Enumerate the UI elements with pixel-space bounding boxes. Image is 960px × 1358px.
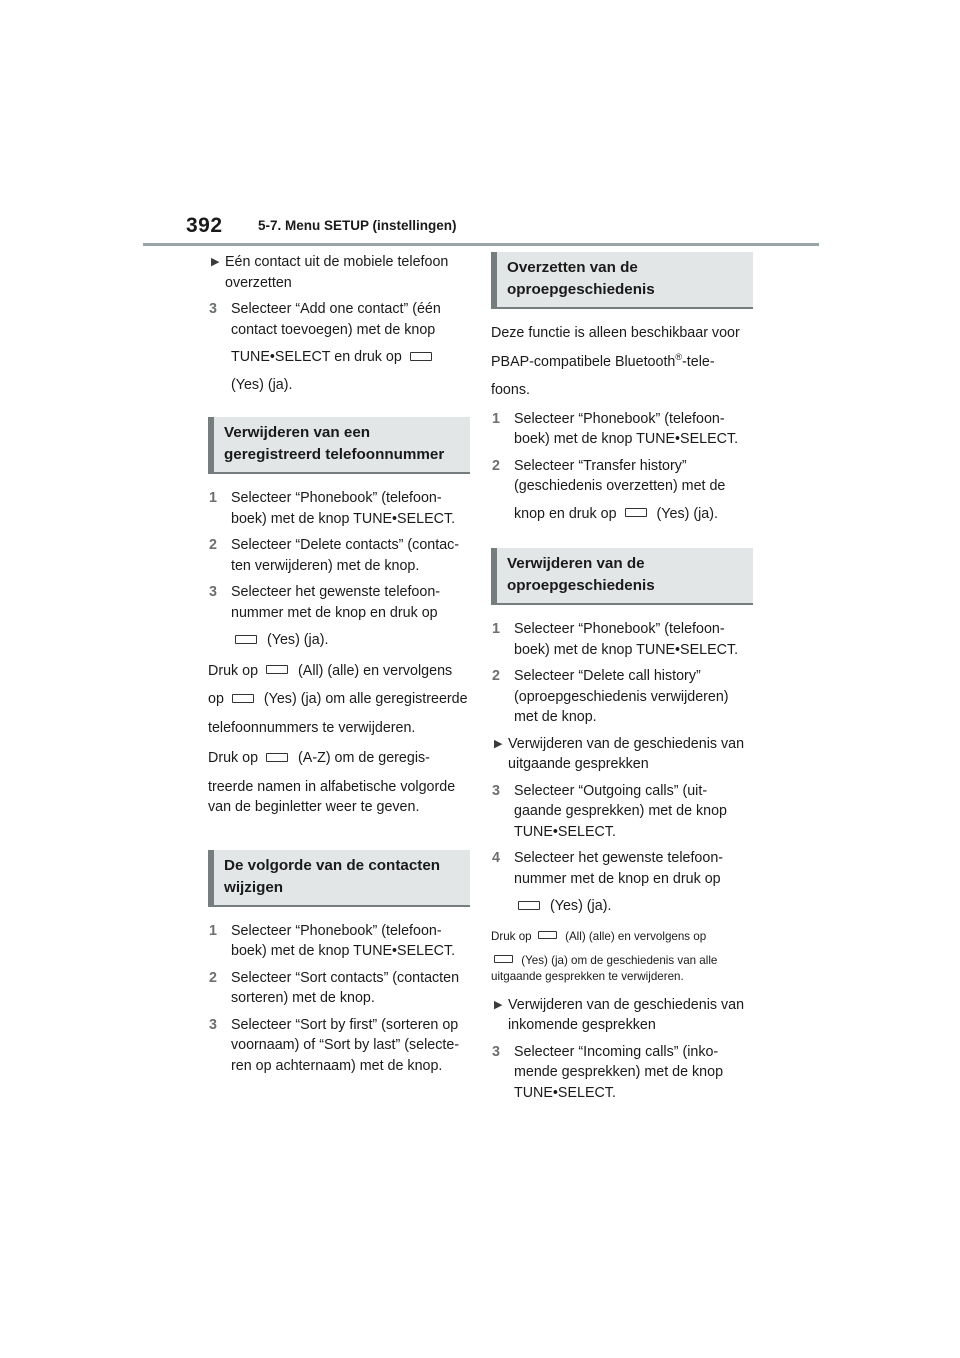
intro-text xyxy=(491,323,753,401)
step-1 xyxy=(491,409,753,450)
registered-mark: ® xyxy=(675,351,683,362)
step-3-incoming xyxy=(491,1042,753,1104)
intro-line: Deze functie is alleen beschikbaar voor xyxy=(491,325,740,341)
step-2 xyxy=(208,968,470,1009)
note-text: Druk op xyxy=(208,662,259,679)
step-number: 2 xyxy=(492,457,500,474)
button-rectangle-icon xyxy=(410,352,432,361)
step-1 xyxy=(208,488,470,529)
step-1 xyxy=(491,619,753,660)
button-rectangle-icon xyxy=(235,635,257,644)
step-text: Selecteer “Outgoing calls” (uit-gaande gesprekken) met de knop TUNE•SELECT. xyxy=(514,782,728,840)
note-delete-all-outgoing xyxy=(491,929,753,985)
step-text: Selecteer “Sort contacts” (contacten sorteren) met de knop. xyxy=(231,969,460,1006)
page-header xyxy=(0,0,960,250)
button-rectangle-icon xyxy=(232,694,254,703)
step-text: (Yes) (ja). xyxy=(549,898,612,914)
note-text: Druk op xyxy=(208,750,259,766)
step-number: 4 xyxy=(492,850,500,866)
step-4 xyxy=(491,848,753,917)
bullet-transfer-one-contact xyxy=(208,252,470,293)
step-number: 2 xyxy=(492,668,500,684)
intro-line: foons. xyxy=(491,382,530,398)
step-2 xyxy=(208,535,470,576)
step-number: 1 xyxy=(492,410,500,427)
step-text: Selecteer “Incoming calls” (inko-mende gesprekken) met de knop TUNE•SELECT. xyxy=(514,1043,724,1101)
right-column xyxy=(491,252,753,1109)
step-text: (Yes) (ja). xyxy=(231,376,293,393)
page-number: 392 xyxy=(186,214,223,237)
triangle-right-icon: ▶ xyxy=(494,998,503,1011)
step-number: 3 xyxy=(209,301,217,317)
note-text: treerde namen in alfabetische volgorde van de beginletter weer te geven. xyxy=(208,778,456,815)
note-sort-az xyxy=(208,748,470,818)
bullet-text: overzetten xyxy=(225,274,292,291)
step-3-add-one-contact xyxy=(208,299,470,395)
step-text: Selecteer “Add one contact” (één contact toevoegen) met de knop xyxy=(231,301,441,338)
step-text: Selecteer “Transfer history” (geschiedenis overzetten) met de xyxy=(514,457,726,494)
bullet-text: Eén contact uit de mobiele telefoon xyxy=(225,254,449,270)
step-number: 1 xyxy=(209,490,217,506)
triangle-right-icon: ▶ xyxy=(211,256,220,268)
step-number: 1 xyxy=(492,621,500,637)
section-title-transfer-history: Overzetten van de oproepgeschiedenis xyxy=(491,252,753,309)
step-text: Selecteer “Sort by first” (sorteren op voornaam) of “Sort by last” (selecte-ren op achternaam) met de knop. xyxy=(231,1016,460,1074)
step-number: 2 xyxy=(209,537,217,553)
step-number: 3 xyxy=(492,782,500,799)
note-text: op xyxy=(208,691,224,707)
bullet-outgoing xyxy=(491,734,753,775)
step-3 xyxy=(208,1015,470,1077)
step-text: Selecteer “Phonebook” (telefoon-boek) met de knop TUNE•SELECT. xyxy=(231,922,456,959)
step-text: Selecteer het gewenste telefoon-nummer met de knop en druk op xyxy=(231,584,441,621)
note-text: (All) (alle) en vervolgens op xyxy=(565,929,707,943)
step-2 xyxy=(491,666,753,728)
section-title-delete-history: Verwijderen van de oproepgeschiedenis xyxy=(491,548,753,605)
button-rectangle-icon xyxy=(538,931,557,939)
step-text: Selecteer het gewenste telefoon-nummer met de knop en druk op xyxy=(514,850,724,887)
button-rectangle-icon xyxy=(518,901,540,910)
chapter-title: 5-7. Menu SETUP (instellingen) xyxy=(258,218,457,233)
section-title-sort-contacts: De volgorde van de contacten wijzigen xyxy=(208,850,470,907)
step-number: 3 xyxy=(209,584,217,600)
left-column xyxy=(208,252,470,1082)
step-text: TUNE•SELECT en druk op xyxy=(231,349,402,365)
bullet-incoming xyxy=(491,995,753,1036)
note-text: (Yes) (ja) om de geschiedenis van alle uitgaande gesprekken te verwijderen. xyxy=(491,953,718,983)
button-rectangle-icon xyxy=(494,955,513,963)
step-3-outgoing xyxy=(491,781,753,843)
step-text: Selecteer “Phonebook” (telefoon-boek) met de knop TUNE•SELECT. xyxy=(514,621,739,658)
step-2 xyxy=(491,456,753,525)
step-text: (Yes) (ja). xyxy=(656,505,718,522)
step-text: Selecteer “Phonebook” (telefoon-boek) met de knop TUNE•SELECT. xyxy=(231,490,456,527)
note-text: Druk op xyxy=(491,929,532,943)
step-text: Selecteer “Delete contacts” (contac-ten verwijderen) met de knop. xyxy=(231,537,460,574)
button-rectangle-icon xyxy=(625,508,647,517)
note-text: (All) (alle) en vervolgens xyxy=(298,662,453,679)
step-number: 2 xyxy=(209,969,217,986)
note-delete-all xyxy=(208,661,470,739)
bullet-text: Verwijderen van de geschiedenis van inkomende gesprekken xyxy=(508,996,745,1033)
step-text: (Yes) (ja). xyxy=(266,632,329,648)
step-text: Selecteer “Delete call history” (oproepgeschiedenis verwijderen) met de knop. xyxy=(514,668,729,725)
step-number: 3 xyxy=(209,1016,217,1033)
intro-line: -tele- xyxy=(682,353,715,370)
button-rectangle-icon xyxy=(266,665,288,674)
step-text: Selecteer “Phonebook” (telefoon-boek) met de knop TUNE•SELECT. xyxy=(514,410,739,447)
button-rectangle-icon xyxy=(266,753,288,762)
step-number: 1 xyxy=(209,922,217,939)
bullet-text: Verwijderen van de geschiedenis van uitgaande gesprekken xyxy=(508,735,745,772)
intro-line: PBAP-compatibele Bluetooth xyxy=(491,353,676,370)
step-3 xyxy=(208,582,470,651)
note-text: (A-Z) om de geregis- xyxy=(298,750,430,766)
note-text: telefoonnummers te verwijderen. xyxy=(208,719,416,736)
step-number: 3 xyxy=(492,1043,500,1060)
step-1 xyxy=(208,921,470,962)
note-text: (Yes) (ja) om alle geregistreerde xyxy=(263,691,468,707)
triangle-right-icon: ▶ xyxy=(494,737,503,750)
section-title-delete-number: Verwijderen van een geregistreerd telefoonnummer xyxy=(208,417,470,474)
header-divider xyxy=(143,243,819,246)
step-text: knop en druk op xyxy=(514,505,617,522)
